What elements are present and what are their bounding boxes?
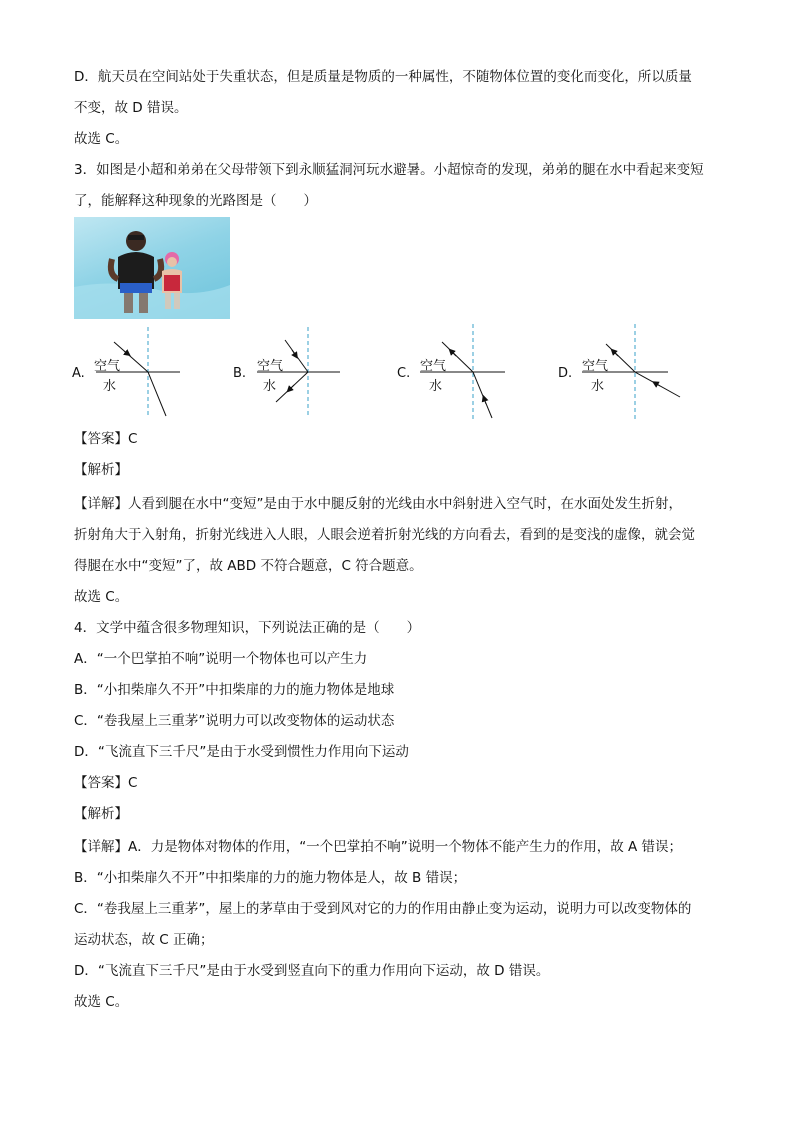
- text-line: 不变，故 D 错误。: [74, 100, 188, 116]
- water-label: 水: [429, 379, 443, 394]
- incident-ray: [285, 340, 308, 372]
- explanation-3-line: 【详解】人看到腿在水中“变短”是由于水中腿反射的光线由水中斜射进入空气时，在水面处发生折射，: [74, 496, 682, 512]
- ray-arrow: [289, 385, 294, 390]
- air-label: 空气: [420, 359, 447, 374]
- optics-diagram-options: [0, 322, 794, 427]
- ray-arrow: [124, 351, 128, 354]
- ray-arrow: [613, 351, 618, 356]
- option-b-label: B.: [233, 366, 247, 381]
- text-line: 故选 C。: [74, 131, 129, 147]
- incident-ray: [473, 372, 492, 418]
- refracted-ray: [148, 372, 166, 416]
- air-label: 空气: [257, 359, 284, 374]
- explanation-4-line: C．“卷我屋上三重茅”，屋上的茅草由于受到风对它的力的作用由静止变为运动，说明力可以改变物体的: [74, 901, 692, 917]
- explanation-3-line: 折射角大于入射角，折射光线进入人眼，人眼会逆着折射光线的方向看去，看到的是变浅的虚像，就会觉: [74, 527, 695, 543]
- question-3-stem: 3．如图是小超和弟弟在父母带领下到永顺猛洞河玩水避暑。小超惊奇的发现，弟弟的腿在水中看起来变短: [74, 162, 704, 178]
- question-3-stem-cont: 了，能解释这种现象的光路图是（ ）: [74, 193, 317, 209]
- question-4-option-c: C．“卷我屋上三重茅”说明力可以改变物体的运动状态: [74, 713, 395, 729]
- ray-arrow: [451, 351, 456, 356]
- ray-arrow: [484, 398, 486, 404]
- text-line: D．航天员在空间站处于失重状态，但是质量是物质的一种属性，不随物体位置的变化而变化，所以质量: [74, 69, 692, 85]
- refracted-ray: [606, 344, 635, 372]
- ray-arrow: [655, 383, 660, 386]
- incident-ray: [114, 342, 148, 372]
- option-c-label: C.: [397, 366, 411, 381]
- explanation-4-line: B．“小扣柴扉久不开”中扣柴扉的力的施力物体是人，故 B 错误；: [74, 870, 467, 886]
- air-label: 空气: [582, 359, 609, 374]
- explanation-4-line: D．“飞流直下三千尺”是由于水受到竖直向下的重力作用向下运动，故 D 错误。: [74, 963, 550, 979]
- question-4-option-a: A．“一个巴掌拍不响”说明一个物体也可以产生力: [74, 651, 368, 667]
- selection-4: 故选 C。: [74, 994, 129, 1010]
- ray-arrow: [292, 350, 296, 356]
- answer-4: 【答案】C: [74, 775, 138, 791]
- analysis-4-heading: 【解析】: [74, 806, 128, 822]
- swimming-photo: [74, 217, 230, 319]
- water-label: 水: [591, 379, 605, 394]
- air-label: 空气: [94, 359, 121, 374]
- explanation-3-line: 得腿在水中“变短”了，故 ABD 不符合题意，C 符合题意。: [74, 558, 423, 574]
- water-label: 水: [103, 379, 117, 394]
- option-a-label: A.: [72, 366, 85, 381]
- analysis-3-heading: 【解析】: [74, 462, 128, 478]
- answer-3: 【答案】C: [74, 431, 138, 447]
- question-4-option-d: D．“飞流直下三千尺”是由于水受到惯性力作用向下运动: [74, 744, 409, 760]
- explanation-4-line: 运动状态，故 C 正确；: [74, 932, 214, 948]
- question-4-stem: 4．文学中蕴含很多物理知识，下列说法正确的是（ ）: [74, 620, 421, 636]
- refracted-ray: [442, 342, 473, 372]
- water-label: 水: [263, 379, 277, 394]
- explanation-4-line: 【详解】A．力是物体对物体的作用，“一个巴掌拍不响”说明一个物体不能产生力的作用，故 A 错误；: [74, 839, 683, 855]
- question-4-option-b: B．“小扣柴扉久不开”中扣柴扉的力的施力物体是地球: [74, 682, 395, 698]
- selection-3: 故选 C。: [74, 589, 129, 605]
- option-d-label: D.: [558, 366, 573, 381]
